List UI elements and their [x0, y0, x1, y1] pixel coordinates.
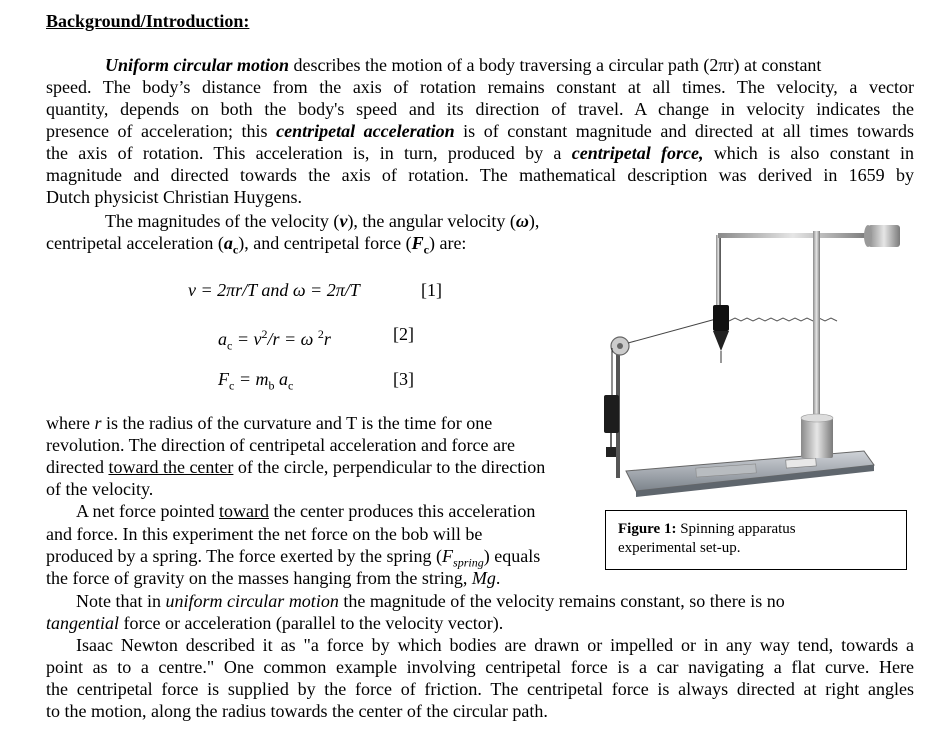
equation-2-number: [2] — [393, 324, 414, 344]
para4-line4: the force of gravity on the masses hanging from the string, Mg. — [46, 568, 501, 588]
figure-caption: Figure 1: Spinning apparatus experimental set-up. — [605, 510, 907, 570]
right-post — [813, 231, 820, 421]
para5-line2: tangential force or acceleration (parallel to the velocity vector). — [46, 613, 504, 633]
para1-line6: magnitude and directed towards the axis of rotation. The mathematical description was derived in 1659 by — [46, 165, 914, 185]
para1-line1: Uniform circular motion describes the motion of a body traversing a circular path (2πr) at constant — [105, 55, 822, 75]
para1-line4: presence of acceleration; this centripetal acceleration is of constant magnitude and directed at all times towards — [46, 121, 914, 141]
para4-line1: A net force pointed toward the center produces this acceleration — [76, 501, 536, 521]
post-base-cylinder — [801, 418, 833, 458]
equation-3: $F_c = m_b$ $a_c$ — [218, 369, 294, 393]
para6-line1: Isaac Newton described it as "a force by which bodies are drawn or impelled or in any way tend, towards a — [76, 635, 914, 655]
equation-1: v = 2πr/T and ω = 2π/T — [188, 280, 360, 300]
para4-line3: produced by a spring. The force exerted by the spring $(F_{spring})$ equals — [46, 546, 541, 570]
para1-line3: quantity, depends on both the body's speed and its direction of travel. A change in velocity indicates the — [46, 99, 914, 119]
hanging-masses — [604, 395, 619, 433]
term-centripetal-acceleration: centripetal acceleration — [276, 121, 455, 141]
para1-line7: Dutch physicist Christian Huygens. — [46, 187, 302, 207]
para4-line2: and force. In this experiment the net force on the bob will be — [46, 524, 483, 544]
equation-1-number: [1] — [421, 280, 442, 300]
para3-line4: of the velocity. — [46, 479, 154, 499]
spinning-apparatus-photo — [596, 213, 910, 511]
para3-line1: where r is the radius of the curvature and T is the time for one — [46, 413, 493, 433]
para2-line1: The magnitudes of the velocity (v), the angular velocity (ω), — [105, 211, 540, 231]
equation-2: $a_c = v^2/r = \omega$ $^2$r — [218, 327, 331, 353]
para6-line3: the centripetal force is supplied by the force of friction. The centripetal force is always directed at right angles — [46, 679, 914, 699]
para3-line2: revolution. The direction of centripetal acceleration and force are — [46, 435, 515, 455]
counterweight — [868, 225, 900, 247]
para6-line4: to the motion, along the radius towards the center of the circular path. — [46, 701, 548, 721]
term-centripetal-force: centripetal force, — [571, 143, 704, 163]
equation-3-number: [3] — [393, 369, 414, 389]
section-heading: Background/Introduction: — [46, 11, 250, 31]
term-uniform-circular-motion: Uniform circular motion — [105, 55, 290, 75]
rotating-arm — [718, 233, 868, 238]
para1-line5: the axis of rotation. This acceleration is, in turn, produced by a centripetal force, which is also constant in — [46, 143, 915, 163]
bob — [713, 305, 729, 331]
para2-line2: centripetal acceleration $(a_c)$, and centripetal force $(F_c)$ are: — [46, 233, 467, 257]
para5-line1: Note that in uniform circular motion the magnitude of the velocity remains constant, so there is no — [76, 591, 785, 611]
para1-line2: speed. The body’s distance from the axis of rotation remains constant at all times. The velocity, a vector — [46, 77, 914, 97]
figure-label: Figure 1: — [618, 521, 677, 537]
para6-line2: point as to a centre." One common example involving centripetal force is a car navigating a flat curve. Here — [46, 657, 914, 677]
para3-line3: directed toward the center of the circle, perpendicular to the direction — [46, 457, 546, 477]
